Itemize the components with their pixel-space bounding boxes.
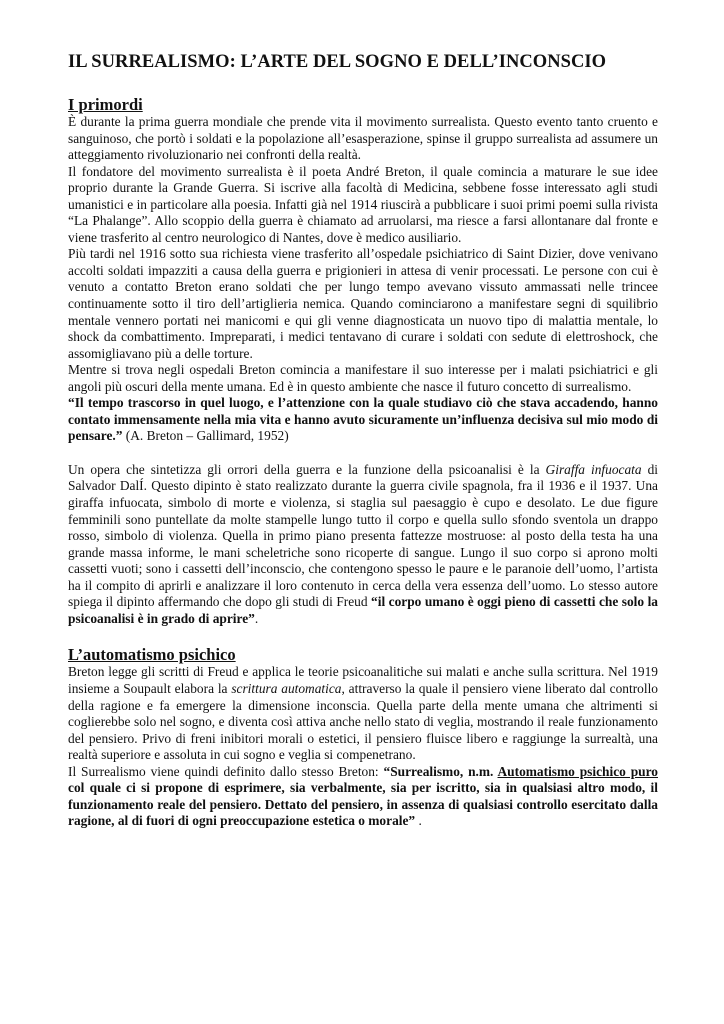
spacer [68, 445, 658, 462]
text: Breton legge gli scritti di Freud e applica le teorie psicoanalitiche sui malati e anche sulla scrittura. Nel 1919 insieme a Soupault elabora la [68, 664, 658, 696]
paragraph: Più tardi nel 1916 sotto sua richiesta viene trasferito all’ospedale psichiatrico di Saint Dizier, dove venivano accolti soldati impazziti a causa della guerra e prigionieri in attesa di venir processati. Le persone con cui è venuto a contatto Breton erano soldati che per lungo tempo avevano vissuto ammassati nelle trincee continuamente sotto il tiro dell’artiglieria nemica. Quando cominciarono a manifestare segni di squilibrio mentale vennero portati nei manicomi e qui gli venne diagnosticata un nuovo tipo di malattia mentale, lo shock da combattimento. Impreparati, i medici tentavano di curare i soldati con sedute di elettroshock, che assomigliavano più a delle torture. [68, 246, 658, 361]
text: Il Surrealismo viene quindi definito dallo stesso Breton: [68, 763, 384, 779]
section-heading-automatismo: L’automatismo psichico [68, 645, 236, 665]
definition-text: “Surrealismo, n.m. [383, 763, 498, 779]
italic-term: scrittura automatica [231, 680, 342, 696]
page-title: IL SURREALISMO: L’ARTE DEL SOGNO E DELL’INCONSCIO [68, 52, 607, 72]
text: Un opera che sintetizza gli orrori della guerra e la funzione della psicoanalisi è la [68, 461, 546, 477]
text: . [254, 610, 259, 626]
paragraph: Mentre si trova negli ospedali Breton comincia a manifestare il suo interesse per i malati psichiatrici e gli angoli più oscuri della mente umana. Ed è in questo ambiente che nasce il futuro concetto di surrealismo. [68, 362, 658, 394]
text: di Salvador DalÍ. Questo dipinto è stato realizzato durante la guerra civile spagnola, fra il 1936 e il 1937. Una giraffa infuocata, simbolo di morte e violenza, si staglia sul paesaggio è cupo e desolato. Le due figure femminili sono puntellate da molte stampelle lungo tutto il corpo e quella sullo sfondo sventola un drappo rosso, simbolo di violenza. Quella in primo piano presenta fattezze mostruose: al posto della testa ha una grande massa informe, le mani scheletriche sono ricoperte di sangue. Lungo il suo corpo si aprono molti cassetti vuoti; sono i cassetti dell’inconscio, che contengono spesso le paure e le paranoie dell’uomo, l’artista ha il compito di aprirli e analizzare il loro contenuto in cerca della vera essenza dell’uomo. Lo stesso autore spiega il dipinto affermando che dopo gli studi di Freud [68, 461, 659, 610]
spacer [68, 627, 658, 645]
text: . [415, 813, 422, 829]
paragraph: Il fondatore del movimento surrealista è il poeta André Breton, il quale comincia a maturare le sue idee proprio durante la Grande Guerra. Si iscrive alla facoltà di Medicina, sebbene fosse interessato agli studi umanistici e in particolare alla poesia. Infatti già nel 1914 riuscirà a pubblicare i suoi primi poemi sulla rivista “La Phalange”. Allo scoppio della guerra è chiamato ad arruolarsi, ma riesce a farsi allontanare dal fronte e viene trasferito al centro neurologico di Nantes, dove è medico ausiliario. [68, 163, 658, 245]
section-heading-primordi: I primordi [68, 95, 143, 114]
paragraph: È durante la prima guerra mondiale che prende vita il movimento surrealista. Questo evento tanto cruento e sanguinoso, che portò i soldati e la popolazione all’esasperazione, spinse il gruppo surrealista ad assumere un atteggiamento rivoluzionario nei confronti della realtà. [68, 114, 658, 163]
freud-quote: “il corpo umano è oggi pieno di cassetti che solo la psicoanalisi è in grado di aprire” [68, 594, 658, 626]
text: , attraverso la quale il pensiero viene liberato dal controllo della ragione e fa emergere la dimensione inconscia. Quella parte della mente umana che altrimenti si coglierebbe solo nel sogno, e diventa così attiva anche nello stato di veglia, mostrando il reale funzionamento del pensiero. Privo di freni inibitori morali o estetici, il pensiero fluisce libero e raggiunge la surrealtà, una realtà superiore e assoluta in cui sogno e veglia si compenetrano. [68, 680, 658, 763]
paragraph-definition [68, 764, 658, 830]
quote-text: “Il tempo trascorso in quel luogo, e l’attenzione con la quale studiavo ciò che stava accadendo, hanno contato immensamente nella mia vita e hanno avuto sicuramente un’influenza decisiva sul mio modo di pensare.” [68, 395, 658, 444]
breton-quote [68, 395, 658, 445]
paragraph-giraffa [68, 462, 658, 627]
artwork-title: Giraffa infuocata [545, 461, 642, 477]
quote-source: (A. Breton – Gallimard, 1952) [122, 428, 289, 444]
paragraph [68, 664, 658, 763]
underlined-term: Automatismo psichico puro [497, 763, 658, 779]
definition-text: col quale ci si propone di esprimere, sia verbalmente, sia per iscritto, sia in qualsiasi altro modo, il funzionamento reale del pensiero. Dettato del pensiero, in assenza di qualsiasi controllo esercitato dalla ragione, al di fuori di ogni preoccupazione estetica o morale” [68, 780, 658, 829]
